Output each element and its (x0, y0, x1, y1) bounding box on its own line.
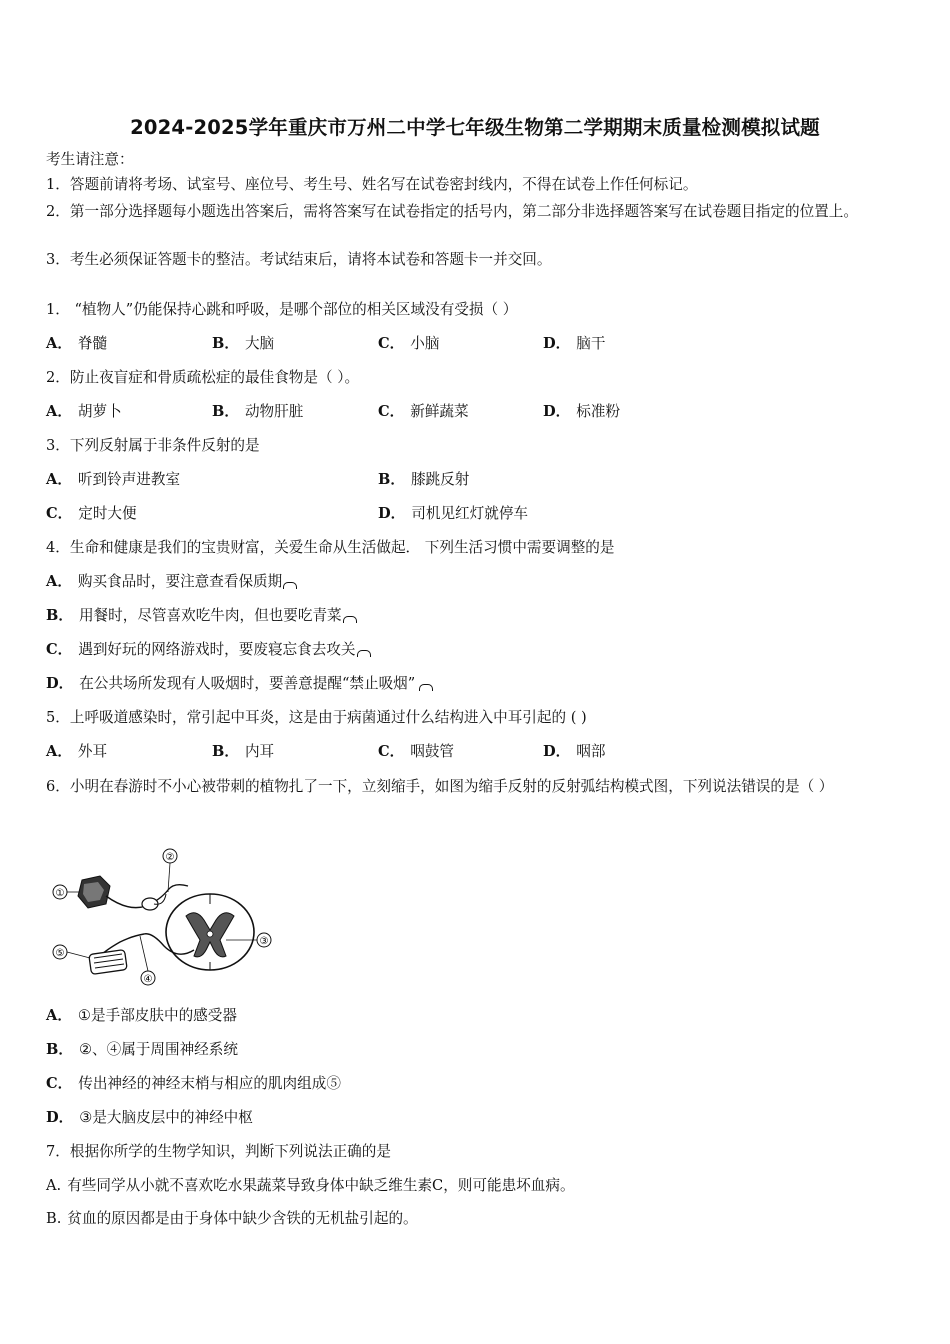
receptor-shape (78, 876, 110, 908)
question-stem: 5．上呼吸道感染时，常引起中耳炎，这是由于病菌通过什么结构进入中耳引起的 ( ) (46, 709, 587, 726)
option: C． 新鲜蔬菜 (378, 403, 469, 420)
label-2: ② (165, 852, 175, 863)
option: B. 贫血的原因都是由于身体中缺少含铁的无机盐引起的。 (46, 1210, 418, 1227)
option: B． 动物肝脏 (212, 403, 304, 420)
effector-muscle (89, 950, 127, 975)
spinal-cord (166, 894, 254, 970)
option: B． 膝跳反射 (378, 471, 470, 488)
option: D． 司机见红灯就停车 (378, 505, 529, 522)
question-stem: 7．根据你所学的生物学知识，判断下列说法正确的是 (46, 1143, 391, 1160)
reflex-arc-diagram (48, 846, 278, 986)
option: D． ③是大脑皮层中的神经中枢 (46, 1109, 253, 1126)
option: B． 内耳 (212, 743, 275, 760)
question-stem: 6．小明在春游时不小心被带刺的植物扎了一下，立刻缩手，如图为缩手反射的反射弧结构模式图，下列说法错误的是（ ） (46, 778, 834, 795)
blank-mark-icon (343, 616, 357, 623)
option: A． 脊髓 (46, 335, 108, 352)
option: C． 小脑 (378, 335, 440, 352)
option: D． 在公共场所发现有人吸烟时，要善意提醒“禁止吸烟” (46, 674, 433, 694)
question-stem: 3．下列反射属于非条件反射的是 (46, 437, 260, 454)
option: B． ②、④属于周围神经系统 (46, 1041, 238, 1058)
option: C． 遇到好玩的网络游戏时，要废寝忘食去攻关 (46, 640, 371, 660)
page-title: 2024-2025学年重庆市万州二中学七年级生物第二学期期末质量检测模拟试题 (130, 116, 820, 139)
label-4: ④ (143, 974, 153, 985)
option: B． 大脑 (212, 335, 275, 352)
notice-header: 考生请注意： (46, 151, 134, 168)
option: A． ①是手部皮肤中的感受器 (46, 1007, 237, 1024)
option: C． 传出神经的神经末梢与相应的肌肉组成⑤ (46, 1075, 341, 1092)
question-stem: 4．生命和健康是我们的宝贵财富，关爱生命从生活做起． 下列生活习惯中需要调整的是 (46, 539, 615, 556)
notice-item: 2．第一部分选择题每小题选出答案后，需将答案写在试卷指定的括号内，第二部分非选择题答案写在试卷题目指定的位置上。 (46, 203, 858, 220)
blank-mark-icon (283, 582, 297, 589)
option: A． 外耳 (46, 743, 108, 760)
blank-mark-icon (357, 650, 371, 657)
question-stem: 1． “植物人”仍能保持心跳和呼吸，是哪个部位的相关区域没有受损（ ） (46, 301, 518, 318)
label-3: ③ (259, 936, 269, 947)
option: D． 脑干 (543, 335, 606, 352)
notice-item: 3．考生必须保证答题卡的整洁。考试结束后，请将本试卷和答题卡一并交回。 (46, 251, 552, 268)
question-stem: 2．防止夜盲症和骨质疏松症的最佳食物是（ ）。 (46, 369, 360, 386)
label-1: ① (55, 888, 65, 899)
option: A． 购买食品时，要注意查看保质期 (46, 572, 297, 592)
option: A． 胡萝卜 (46, 403, 122, 420)
option: D． 标准粉 (543, 403, 621, 420)
label-5: ⑤ (55, 948, 65, 959)
option: C． 定时大便 (46, 505, 137, 522)
option: A． 听到铃声进教室 (46, 471, 181, 488)
blank-mark-icon (419, 684, 433, 691)
option: C． 咽鼓管 (378, 743, 455, 760)
option: B． 用餐时，尽管喜欢吃牛肉，但也要吃青菜 (46, 606, 357, 626)
option: A. 有些同学从小就不喜欢吃水果蔬菜导致身体中缺乏维生素C，则可能患坏血病。 (46, 1177, 575, 1194)
option: D． 咽部 (543, 743, 606, 760)
notice-item: 1．答题前请将考场、试室号、座位号、考生号、姓名写在试卷密封线内，不得在试卷上作任何标记。 (46, 176, 698, 193)
